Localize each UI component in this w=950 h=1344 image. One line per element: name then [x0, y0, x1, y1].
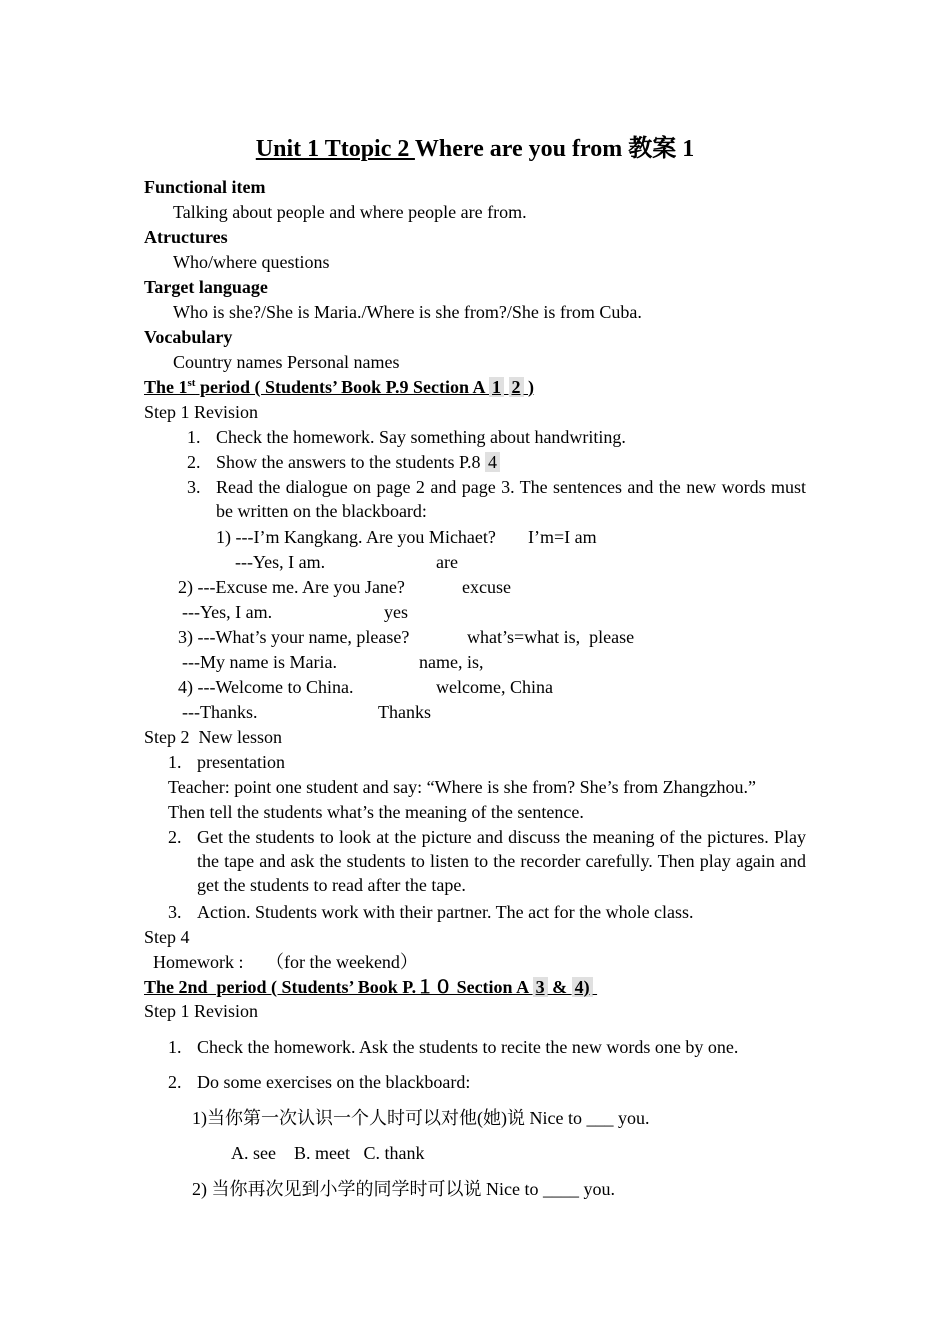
p1-item3: Read the dialogue on page 2 and page 3. The sentences and the new words must be written on the blackboard:: [216, 477, 806, 521]
p1-step1: Step 1 Revision: [144, 402, 259, 422]
functional-text: Talking about people and where people are from.: [173, 202, 527, 222]
functional-heading: Functional item: [144, 177, 266, 197]
dialogue-4a: 4) ---Welcome to China.: [178, 677, 354, 697]
period1-heading-b: period ( Students’ Book P.9 Section A: [195, 377, 490, 397]
teacher-line-1: Teacher: point one student and say: “Where is she from? She’s from Zhangzhou.”: [168, 777, 757, 797]
period2-heading: [144, 975, 597, 999]
dialogue-1a-word: I’m=I am: [528, 527, 597, 547]
page-title: [0, 133, 950, 165]
period1-heading: [144, 375, 534, 399]
dialogue-4b: ---Thanks.: [182, 702, 258, 722]
exercise-q1: 1)当你第一次认识一个人时可以对他(她)说 Nice to ___ you.: [192, 1108, 650, 1128]
p2-item2: Do some exercises on the blackboard:: [197, 1072, 471, 1092]
dialogue-1a: 1) ---I’m Kangkang. Are you Michaet?: [216, 527, 496, 547]
vocab-heading: Vocabulary: [144, 327, 233, 347]
target-text: Who is she?/She is Maria./Where is she from?/She is from Cuba.: [173, 302, 642, 322]
period1-heading-a: The 1: [144, 377, 188, 397]
p1-step4: Step 4: [144, 927, 190, 947]
p1-item1-num: 1.: [187, 427, 201, 447]
dialogue-2a: 2) ---Excuse me. Are you Jane?: [178, 577, 405, 597]
dialogue-3b-word: name, is,: [419, 652, 484, 672]
exercise-q1-options: A. see B. meet C. thank: [231, 1143, 425, 1163]
dialogue-4b-word: Thanks: [378, 702, 431, 722]
p1-s2-2-num: 2.: [168, 827, 182, 847]
exercise-q2: 2) 当你再次见到小学的同学时可以说 Nice to ____ you.: [192, 1179, 615, 1199]
p2-item1-num: 1.: [168, 1037, 182, 1057]
p1-item2-text: Show the answers to the students P.8: [216, 452, 481, 472]
p2-item1: Check the homework. Ask the students to recite the new words one by one.: [197, 1037, 739, 1057]
dialogue-3a-word: what’s=what is, please: [467, 627, 635, 647]
period1-heading-sup: st: [187, 377, 196, 389]
title-rest: Where are you from 教案 1: [414, 136, 695, 162]
period1-heading-end: ): [528, 377, 535, 397]
p1-s2-1-num: 1.: [168, 752, 182, 772]
p1-s2-3: Action. Students work with their partner. The act for the whole class.: [197, 902, 694, 922]
target-heading: Target language: [144, 277, 268, 297]
p1-item2: [216, 450, 500, 474]
period2-box-2: 4): [572, 977, 593, 997]
period1-box-1: 1: [489, 377, 504, 397]
dialogue-2b-word: yes: [384, 602, 408, 622]
p1-step2: Step 2 New lesson: [144, 727, 282, 747]
p1-s2-3-num: 3.: [168, 902, 182, 922]
p1-s2-1: presentation: [197, 752, 285, 772]
p1-homework: Homework : （for the weekend）: [153, 952, 418, 972]
p2-step1: Step 1 Revision: [144, 1001, 259, 1021]
period2-box-1: 3: [533, 977, 548, 997]
dialogue-4a-word: welcome, China: [436, 677, 553, 697]
period1-box-2: 2: [509, 377, 524, 397]
dialogue-1b: ---Yes, I am.: [235, 552, 326, 572]
title-underlined: Unit 1 Ttopic 2: [255, 136, 415, 162]
vocab-text: Country names Personal names: [173, 352, 400, 372]
period2-amp: &: [547, 977, 572, 997]
period2-heading-a: The 2nd period ( Students’ Book P.１０ Section A: [144, 977, 533, 997]
p2-item2-num: 2.: [168, 1072, 182, 1092]
dialogue-2a-word: excuse: [462, 577, 511, 597]
structures-text: Who/where questions: [173, 252, 330, 272]
p1-item2-num: 2.: [187, 452, 201, 472]
structures-heading: Atructures: [144, 227, 228, 247]
p1-s2-2: Get the students to look at the picture and discuss the meaning of the pictures. Play the tape and ask the students to listen to the recorder carefully. Then play again and get the students to read after the tape.: [197, 827, 806, 895]
p1-item1: Check the homework. Say something about handwriting.: [216, 427, 626, 447]
dialogue-1b-word: are: [436, 552, 458, 572]
dialogue-3a: 3) ---What’s your name, please?: [178, 627, 410, 647]
dialogue-2b: ---Yes, I am.: [182, 602, 273, 622]
p1-item2-box: 4: [485, 452, 500, 472]
dialogue-3b: ---My name is Maria.: [182, 652, 337, 672]
p1-item3-num: 3.: [187, 477, 201, 497]
teacher-line-2: Then tell the students what’s the meaning of the sentence.: [168, 802, 584, 822]
